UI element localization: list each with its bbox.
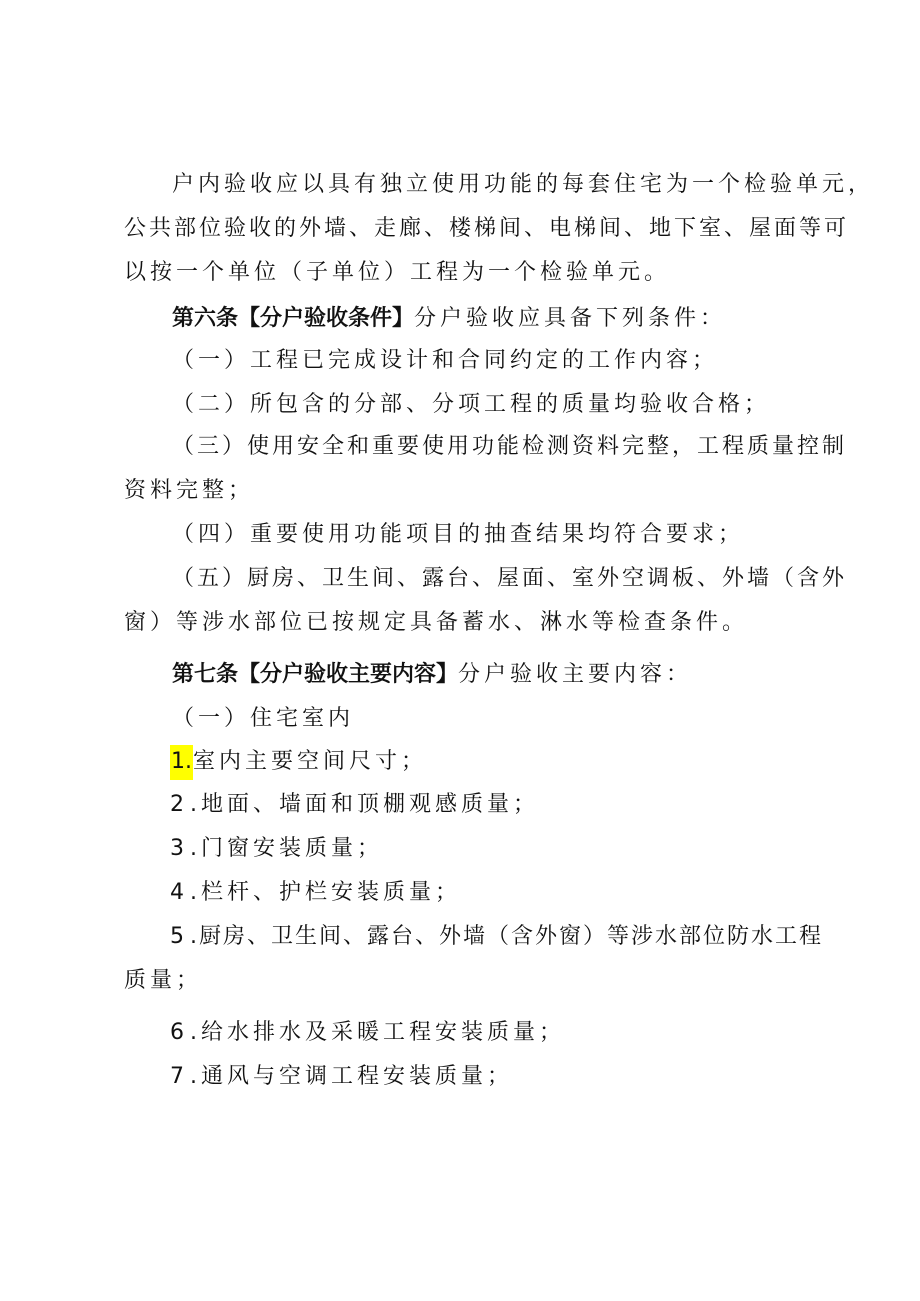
list-item (170, 1018, 565, 1048)
list-item-number: 7 (170, 1064, 190, 1089)
list-item (170, 747, 427, 777)
condition-item: （三）使用安全和重要使用功能检测资料完整，工程质量控制 (172, 434, 848, 459)
article-6 (172, 304, 726, 334)
article-7 (172, 660, 692, 690)
list-item-text: .栏杆、护栏安装质量； (190, 880, 461, 905)
section-heading: （一）住宅室内 (172, 706, 355, 731)
condition-item-continued: 窗）等涉水部位已按规定具备蓄水、淋水等检查条件。 (124, 610, 749, 635)
article-7-heading: 第七条【分户验收主要内容】 (172, 662, 459, 687)
list-item-text: .地面、墙面和顶棚观感质量； (190, 792, 539, 817)
list-item-number: 6 (170, 1020, 190, 1045)
condition-item: （二）所包含的分部、分项工程的质量均验收合格； (172, 392, 771, 417)
condition-item: （四）重要使用功能项目的抽查结果均符合要求； (172, 522, 745, 547)
list-item (170, 878, 461, 908)
condition-item-continued: 资料完整； (124, 478, 255, 503)
list-item-number: 2 (170, 792, 190, 817)
article-7-text: 分户验收主要内容： (458, 662, 693, 687)
article-6-text: 分户验收应具备下列条件： (414, 306, 727, 331)
list-item-number: 5 (170, 924, 190, 949)
list-item (170, 790, 539, 820)
list-item (170, 1062, 513, 1092)
list-item-text: .门窗安装质量； (190, 836, 383, 861)
condition-item: （一）工程已完成设计和合同约定的工作内容； (172, 348, 719, 373)
list-item-continued: 质量； (124, 968, 203, 993)
list-item (170, 834, 383, 864)
paragraph-line: 户内验收应以具有独立使用功能的每套住宅为一个检验单元， (172, 172, 875, 197)
paragraph-line: 公共部位验收的外墙、走廊、楼梯间、电梯间、地下室、屋面等可 (124, 216, 850, 241)
list-item-text: .厨房、卫生间、露台、外墙（含外窗）等涉水部位防水工程 (190, 924, 823, 949)
list-item-number: 3 (170, 836, 190, 861)
list-item-text: .给水排水及采暖工程安装质量； (190, 1020, 565, 1045)
highlighted-number: 1. (170, 745, 193, 780)
condition-item: （五）厨房、卫生间、露台、屋面、室外空调板、外墙（含外 (172, 566, 848, 591)
list-item-text: 室内主要空间尺寸； (193, 749, 428, 774)
article-6-heading: 第六条【分户验收条件】 (172, 306, 415, 331)
paragraph-line: 以按一个单位（子单位）工程为一个检验单元。 (124, 260, 671, 285)
list-item-number: 4 (170, 880, 190, 905)
list-item-text: .通风与空调工程安装质量； (190, 1064, 513, 1089)
list-item (170, 922, 823, 952)
